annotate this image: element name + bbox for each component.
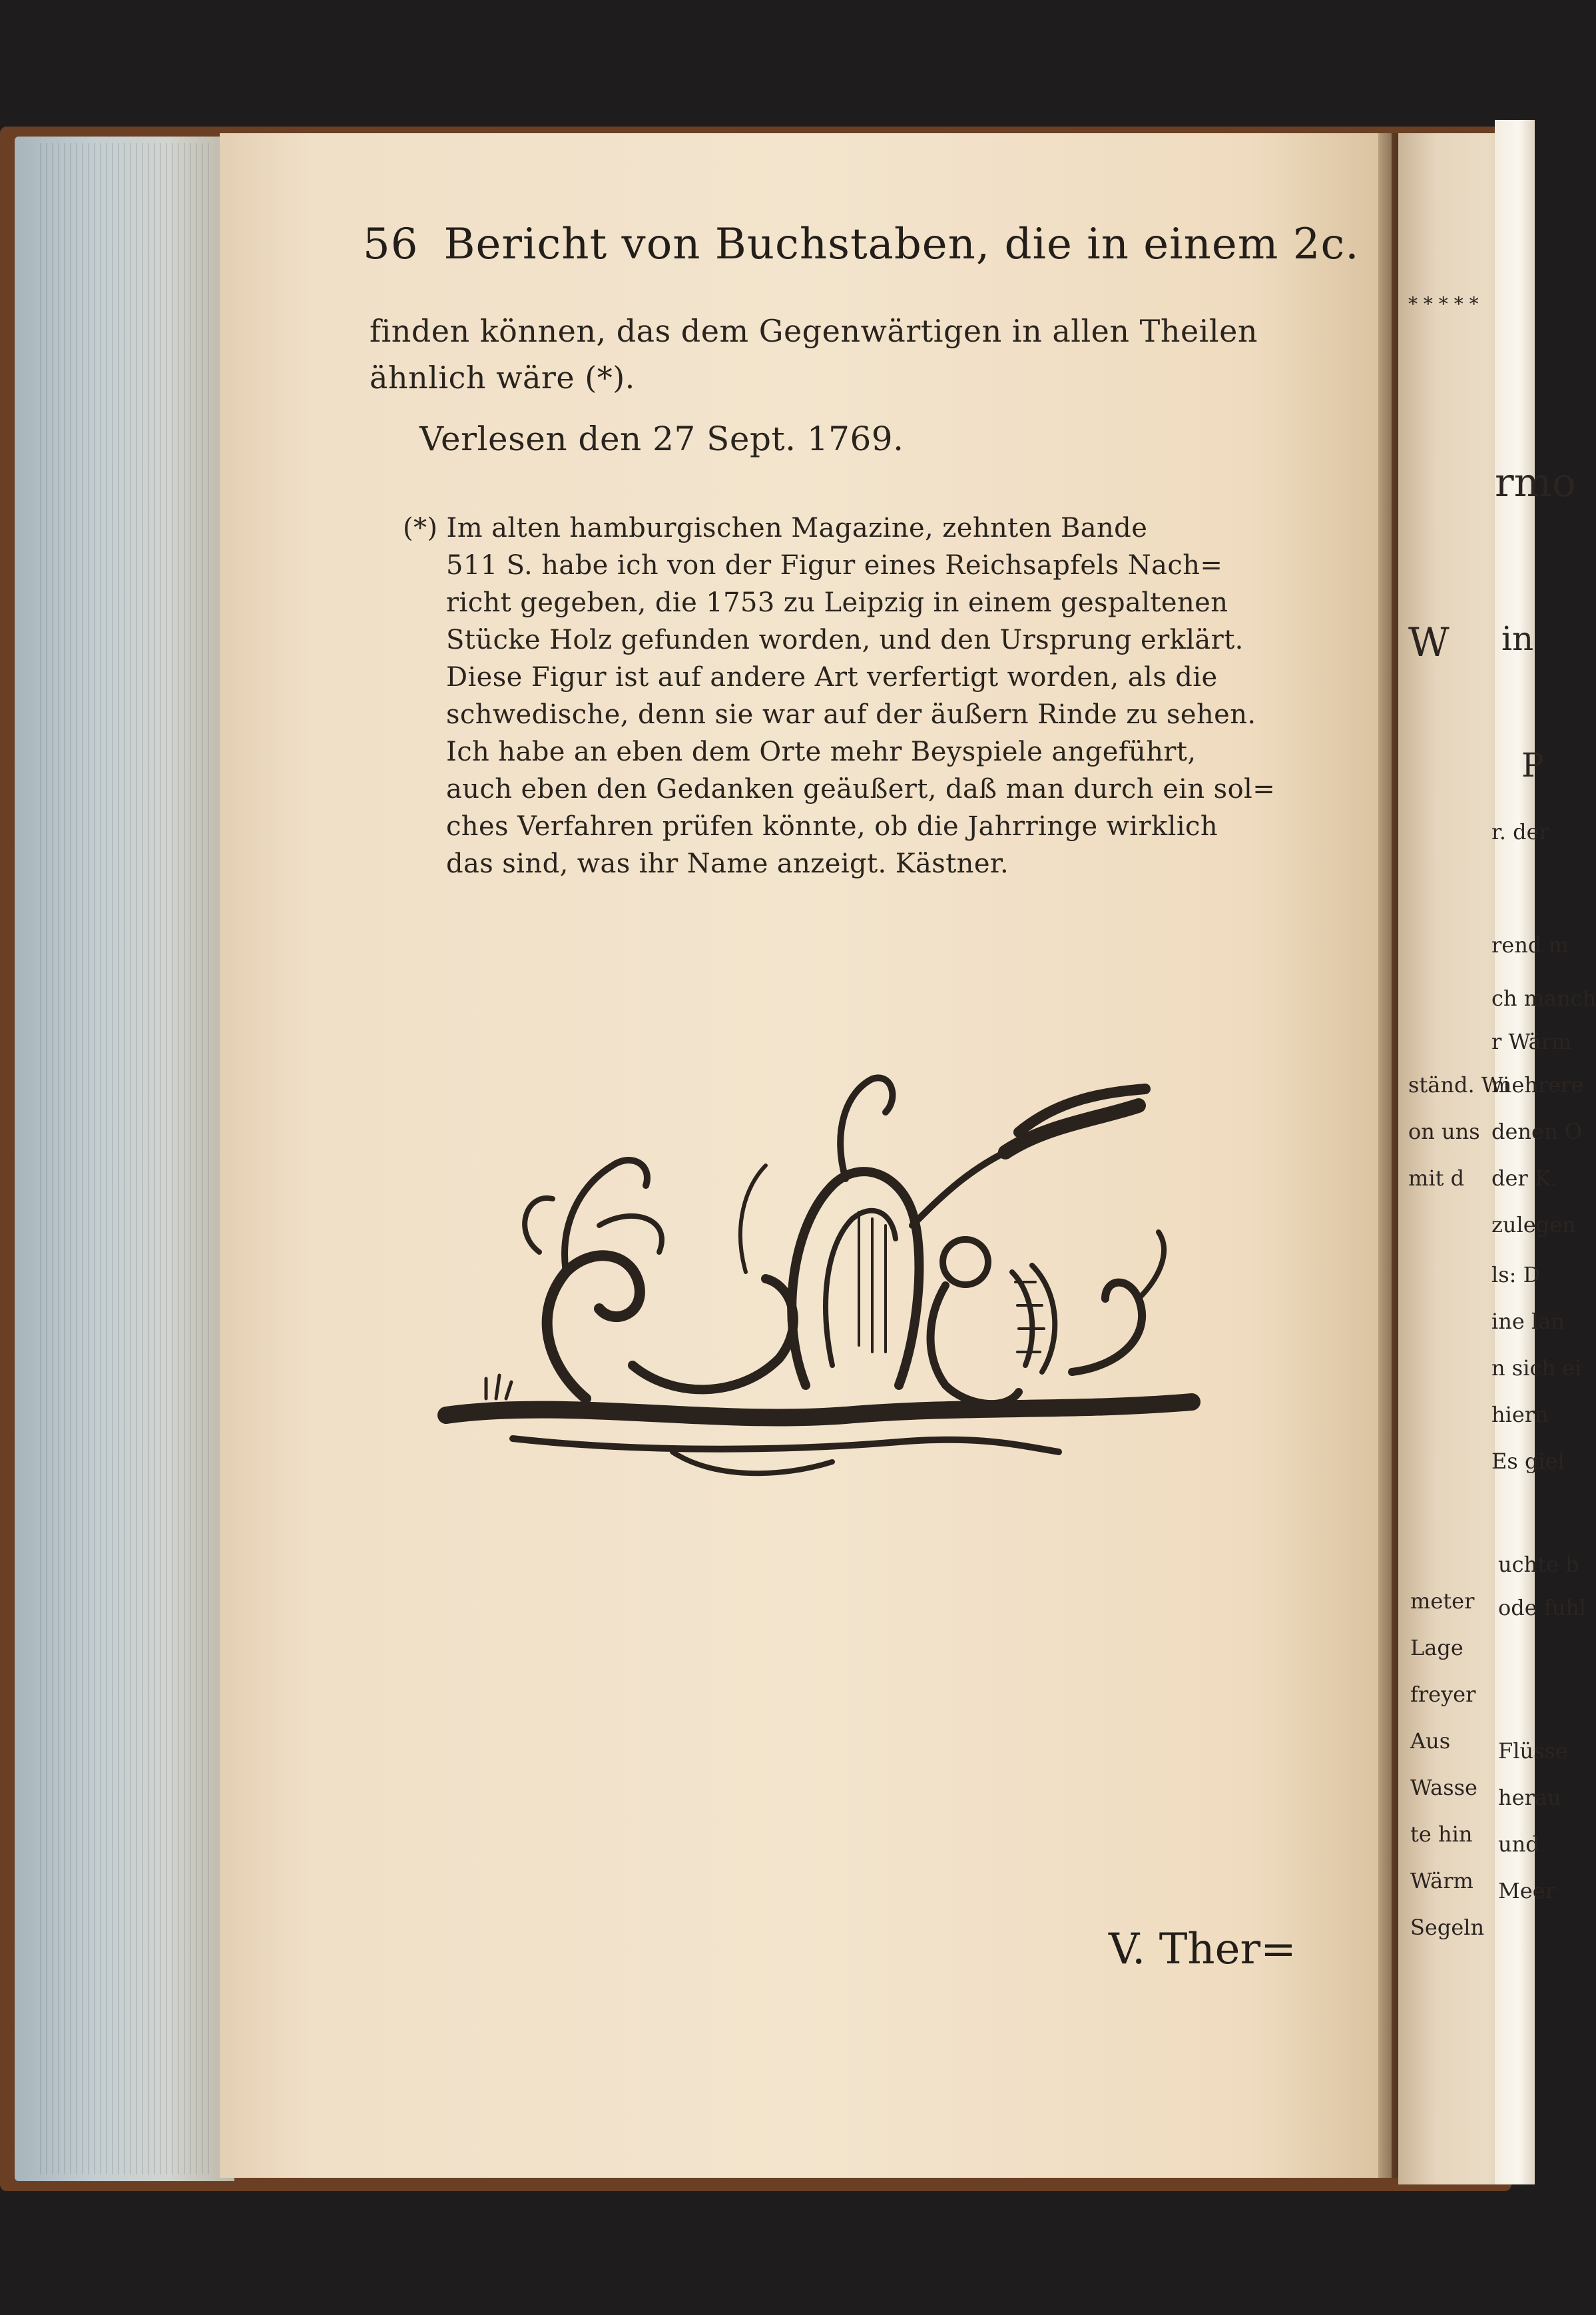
right-page-text: Lage	[1410, 1635, 1463, 1660]
right-page-text: Segeln	[1410, 1915, 1485, 1940]
body-line: ähnlich wäre (*).	[370, 360, 635, 396]
right-page-text: W	[1408, 619, 1450, 666]
footnote-line: Stücke Holz gefunden worden, und den Ursprung erklärt.	[446, 625, 1244, 655]
right-page-text: ls: D	[1491, 1262, 1541, 1287]
running-title: Bericht von Buchstaben, die in einem 2c.	[443, 220, 1360, 269]
right-page-text: Es giel	[1491, 1449, 1565, 1474]
footnote-line: (*) Im alten hamburgischen Magazine, zehnten Bande	[403, 513, 1148, 543]
right-page-text: und	[1498, 1831, 1539, 1857]
right-page-text: r. der	[1491, 819, 1549, 844]
ornament-vignette	[433, 1052, 1205, 1492]
right-page-text: rend m	[1491, 932, 1569, 958]
right-page-text: r Wärm	[1491, 1029, 1572, 1054]
footnote-line: auch eben den Gedanken geäußert, daß man durch ein sol=	[446, 774, 1276, 805]
right-page-text: Wasse	[1410, 1775, 1477, 1800]
footnote-line: schwedische, denn sie war auf der äußern Rinde zu sehen.	[446, 699, 1256, 730]
right-page-text: Aus	[1410, 1728, 1451, 1754]
right-page-text: uchte b	[1498, 1552, 1579, 1577]
right-page-text: ständ. Wi	[1408, 1072, 1510, 1098]
right-page-text: denen O	[1491, 1119, 1582, 1144]
page-header	[363, 220, 1360, 280]
right-page-text: hiern	[1491, 1402, 1549, 1427]
body-line: finden können, das dem Gegenwärtigen in allen Theilen	[370, 313, 1258, 349]
footnote-line: Ich habe an eben dem Orte mehr Beyspiele angeführt,	[446, 737, 1197, 767]
right-page-edge	[1495, 120, 1535, 2184]
catchword: V. Ther=	[1109, 1925, 1296, 1974]
right-page-text: P	[1521, 746, 1544, 785]
right-page-text: on uns	[1408, 1119, 1480, 1144]
footnote-line: das sind, was ihr Name anzeigt. Kästner.	[446, 848, 1009, 879]
right-page-text: Wärm	[1410, 1868, 1473, 1893]
right-page-text: * * * * *	[1408, 293, 1479, 315]
page-edge-lines	[40, 143, 213, 2174]
right-page-text: herau	[1498, 1785, 1561, 1810]
right-page-text: der K.	[1491, 1165, 1557, 1191]
right-page-text: mehrere	[1491, 1072, 1584, 1098]
right-page-text: in	[1501, 619, 1534, 658]
right-page-text: Flüsse	[1498, 1738, 1568, 1764]
footnote-line: 511 S. habe ich von der Figur eines Reichsapfels Nach=	[446, 550, 1223, 581]
read-note: Verlesen den 27 Sept. 1769.	[419, 420, 904, 458]
right-page-text: n sich ei	[1491, 1355, 1582, 1381]
footnote-line: ches Verfahren prüfen könnte, ob die Jahrringe wirklich	[446, 811, 1218, 842]
right-page-text: mit d	[1408, 1165, 1465, 1191]
right-page-text: te hin	[1410, 1821, 1473, 1847]
footnote-line: Diese Figur ist auf andere Art verfertigt worden, als die	[446, 662, 1218, 693]
right-page-text: ine lan	[1491, 1309, 1565, 1334]
footnote-line: richt gegeben, die 1753 zu Leipzig in einem gespaltenen	[446, 587, 1228, 618]
right-page-text: ch manch	[1491, 986, 1596, 1011]
right-page-text: rmo	[1495, 460, 1576, 506]
right-page-text: Meer	[1498, 1878, 1555, 1903]
right-page-text: zulegen	[1491, 1212, 1576, 1237]
page-number: 56	[363, 220, 419, 269]
right-page-text: meter	[1410, 1588, 1475, 1614]
right-page-text: ode fuhl	[1498, 1595, 1587, 1620]
right-page-text: freyer	[1410, 1682, 1476, 1707]
